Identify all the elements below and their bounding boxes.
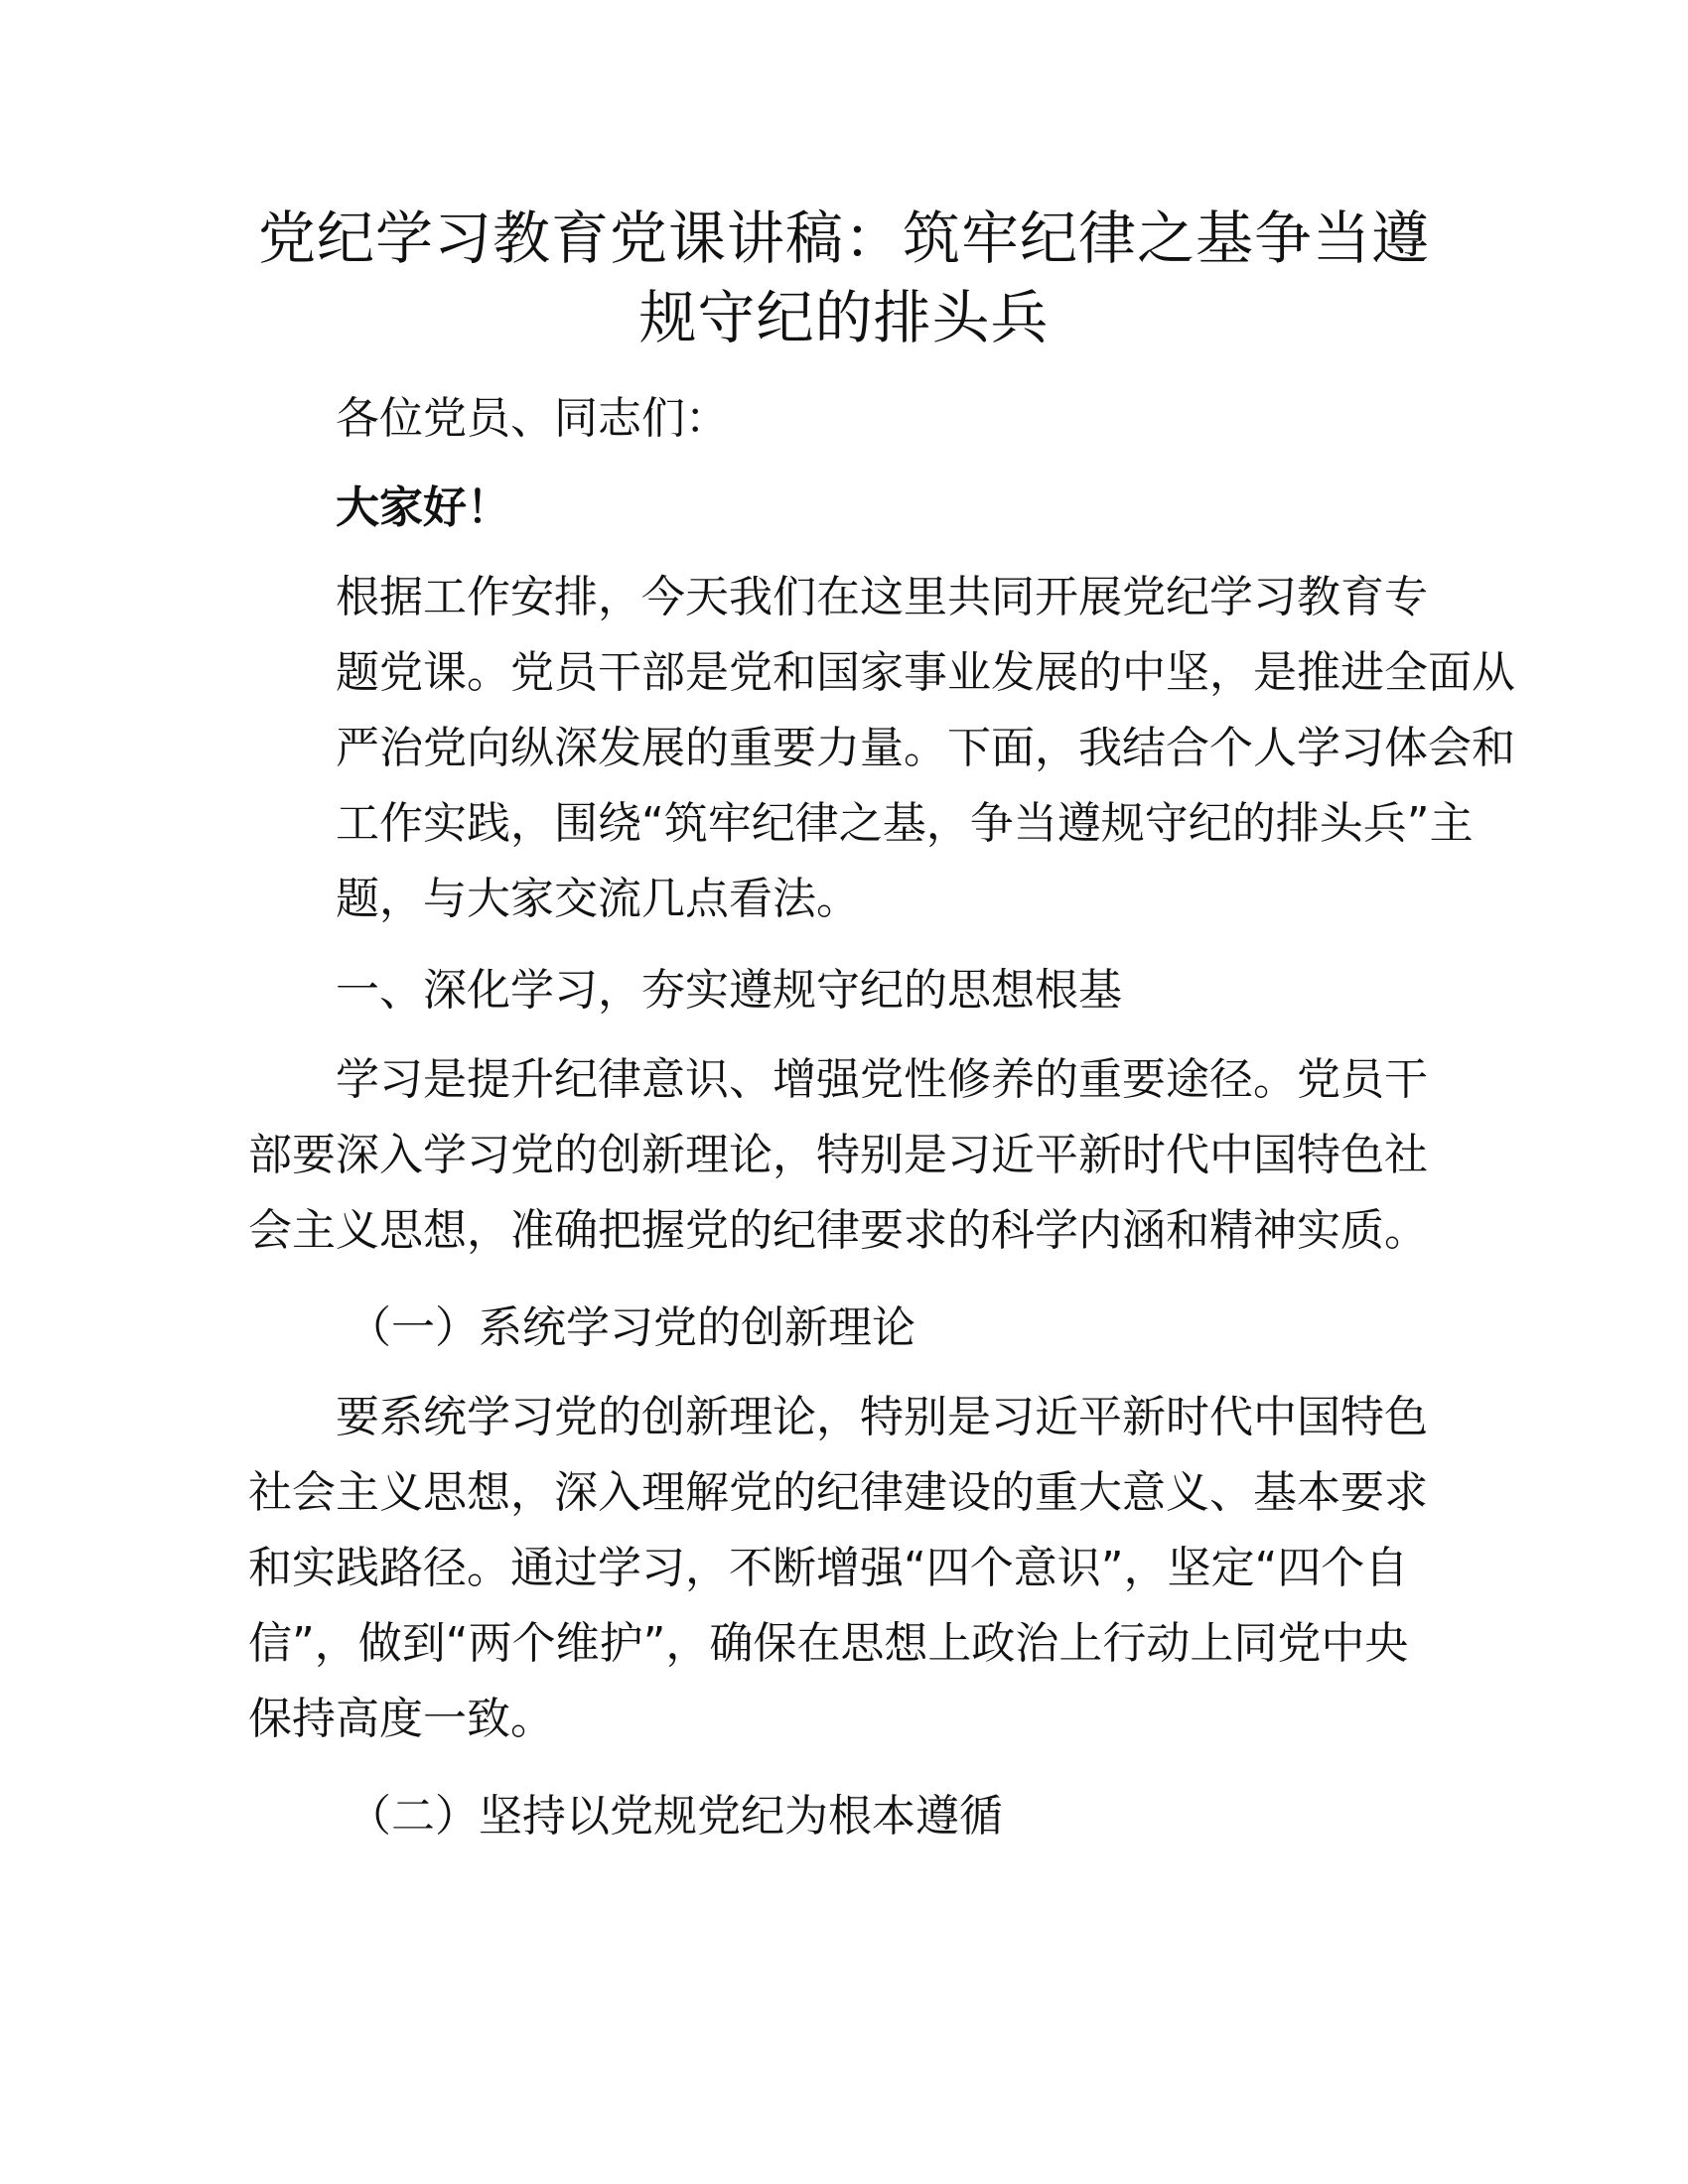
subsection-1-line: 社会主义思想，深入理解党的纪律建设的重大意义、基本要求 xyxy=(248,1467,1428,1518)
greeting: 各位党员、同志们： xyxy=(336,393,729,444)
subsection-1-line: 和实践路径。通过学习，不断增强“四个意识”，坚定“四个自 xyxy=(248,1543,1409,1593)
intro-paragraph xyxy=(248,560,1515,937)
section-1-line: 部要深入学习党的创新理论，特别是习近平新时代中国特色社 xyxy=(248,1130,1428,1180)
section-1-paragraph xyxy=(248,1042,1440,1269)
section-1-line: 会主义思想，准确把握党的纪律要求的科学内涵和精神实质。 xyxy=(248,1205,1428,1256)
subsection-1-line: 要系统学习党的创新理论，特别是习近平新时代中国特色 xyxy=(336,1392,1428,1442)
hello-line: 大家好！ xyxy=(336,482,510,533)
subsection-1-line: 保持高度一致。 xyxy=(248,1694,554,1744)
section-1-line: 学习是提升纪律意识、增强党性修养的重要途径。党员干 xyxy=(336,1054,1428,1105)
section-1-heading: 一、深化学习，夯实遵规守纪的思想根基 xyxy=(336,965,1122,1016)
intro-line: 题，与大家交流几点看法。 xyxy=(336,874,860,924)
subsection-1-line: 信”，做到“两个维护”，确保在思想上政治上行动上同党中央 xyxy=(248,1618,1409,1669)
subsection-1-heading: （一）系统学习党的创新理论 xyxy=(348,1302,915,1353)
title-line-2: 规守纪的排头兵 xyxy=(638,284,1050,351)
subsection-1-paragraph xyxy=(248,1380,1440,1757)
document-title xyxy=(228,199,1460,357)
title-line-1: 党纪学习教育党课讲稿：筑牢纪律之基争当遵 xyxy=(257,205,1430,272)
intro-line: 严治党向纵深发展的重要力量。下面，我结合个人学习体会和 xyxy=(336,723,1515,773)
intro-line: 根据工作安排，今天我们在这里共同开展党纪学习教育专 xyxy=(336,572,1428,622)
subsection-2-heading: （二）坚持以党规党纪为根本遵循 xyxy=(348,1791,1003,1842)
intro-line: 题党课。党员干部是党和国家事业发展的中坚，是推进全面从 xyxy=(336,647,1515,698)
intro-line: 工作实践，围绕“筑牢纪律之基，争当遵规守纪的排头兵”主 xyxy=(336,798,1474,849)
